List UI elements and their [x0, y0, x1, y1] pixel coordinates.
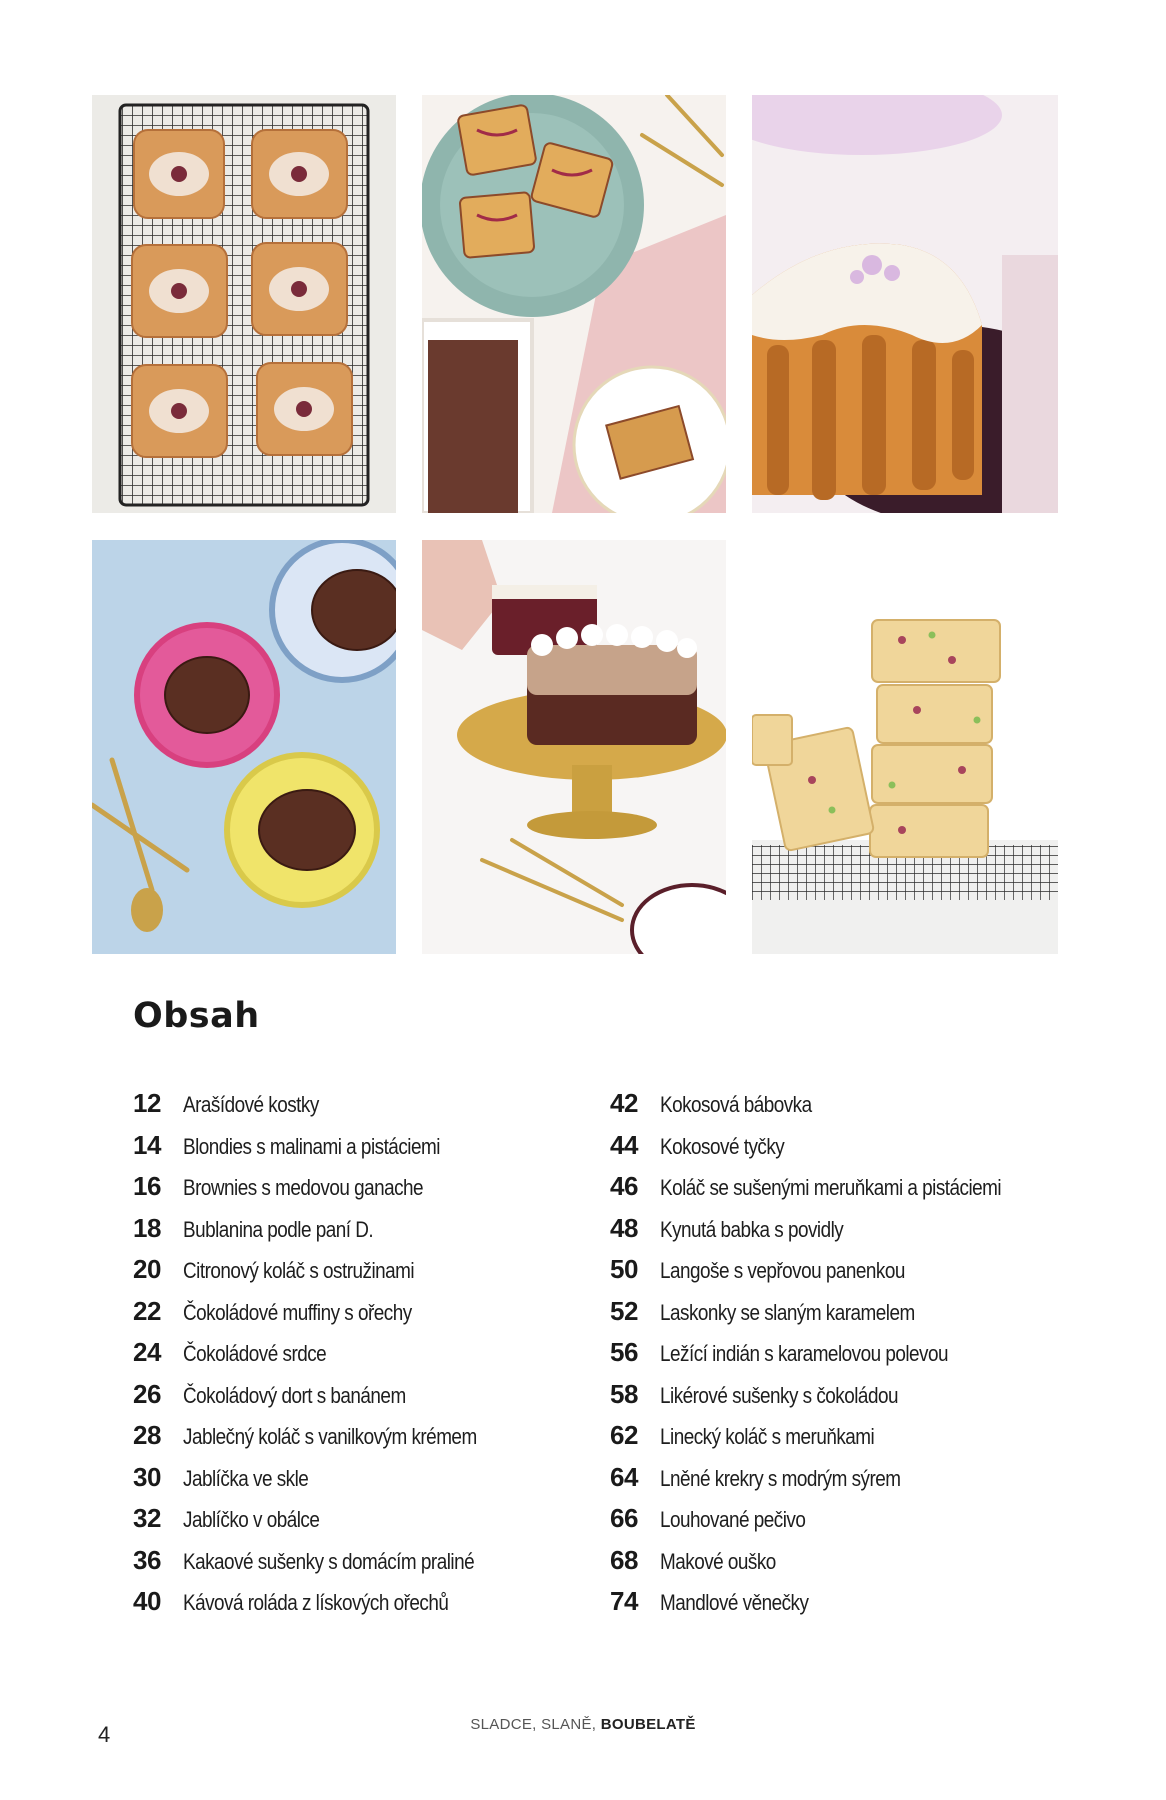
toc-page-number: 18	[133, 1212, 161, 1243]
toc-page-number: 62	[610, 1420, 638, 1450]
toc-entry	[133, 1088, 613, 1130]
toc-entry	[610, 1337, 1090, 1379]
toc-entry	[610, 1545, 1090, 1587]
toc-entry	[610, 1213, 1090, 1255]
photo-rolls-colorful-plates	[92, 540, 396, 954]
toc-recipe-title: Bublanina podle paní D.	[183, 1216, 374, 1242]
toc-entry	[133, 1545, 613, 1587]
toc-page-number: 16	[133, 1171, 161, 1201]
toc-entry	[610, 1503, 1090, 1545]
toc-recipe-title: Langoše s vepřovou panenkou	[660, 1258, 905, 1283]
toc-recipe-title: Jablečný koláč s vanilkovým krémem	[183, 1424, 477, 1449]
toc-entry	[133, 1503, 613, 1545]
toc-recipe-title: Čokoládové srdce	[183, 1341, 327, 1366]
page-number: 4	[98, 1722, 111, 1747]
toc-page-number: 58	[610, 1378, 638, 1409]
toc-entry	[610, 1586, 1090, 1628]
toc-recipe-title: Jablíčko v obálce	[183, 1507, 320, 1532]
toc-entry	[610, 1462, 1090, 1504]
toc-recipe-title: Lněné krekry s modrým sýrem	[660, 1465, 901, 1491]
toc-recipe-title: Laskonky se slaným karamelem	[660, 1299, 915, 1325]
toc-page-number: 32	[133, 1503, 161, 1533]
toc-entry	[610, 1379, 1090, 1421]
toc-entry	[133, 1213, 613, 1255]
toc-entry	[610, 1130, 1090, 1172]
footer-text-bold: BOUBELATĚ	[600, 1716, 696, 1733]
toc-entry	[610, 1296, 1090, 1338]
toc-recipe-title: Čokoládové muffiny s ořechy	[183, 1299, 412, 1325]
toc-entry	[610, 1088, 1090, 1130]
toc-entry	[133, 1130, 613, 1172]
toc-column-left	[133, 1088, 613, 1628]
toc-recipe-title: Kakaové sušenky s domácím praliné	[183, 1548, 475, 1574]
toc-page-number: 46	[610, 1171, 638, 1201]
book-title-footer	[0, 1716, 1166, 1733]
toc-entry	[133, 1337, 613, 1379]
photo-bundt-cake	[752, 95, 1058, 513]
toc-recipe-title: Louhované pečivo	[660, 1507, 806, 1532]
toc-entry	[610, 1420, 1090, 1462]
toc-page-number: 42	[610, 1088, 638, 1118]
toc-page-number: 64	[610, 1461, 638, 1492]
toc-column-right	[610, 1088, 1090, 1628]
toc-recipe-title: Likérové sušenky s čokoládou	[660, 1382, 898, 1408]
toc-page-number: 52	[610, 1295, 638, 1326]
toc-recipe-title: Brownies s medovou ganache	[183, 1175, 424, 1200]
photo-pastries-on-rack	[92, 95, 396, 513]
toc-entry	[133, 1296, 613, 1338]
toc-page-number: 56	[610, 1337, 638, 1367]
toc-page-number: 68	[610, 1544, 638, 1575]
toc-recipe-title: Citronový koláč s ostružinami	[183, 1258, 415, 1283]
toc-page-number: 66	[610, 1503, 638, 1533]
toc-entry	[133, 1420, 613, 1462]
toc-page-number: 36	[133, 1544, 161, 1575]
toc-page-number: 14	[133, 1129, 161, 1160]
toc-recipe-title: Čokoládový dort s banánem	[183, 1382, 406, 1408]
toc-recipe-title: Kokosová bábovka	[660, 1092, 812, 1117]
toc-entry	[133, 1379, 613, 1421]
toc-recipe-title: Koláč se sušenými meruňkami a pistáciemi	[660, 1175, 1002, 1200]
toc-entry	[133, 1171, 613, 1213]
toc-recipe-title: Makové ouško	[660, 1548, 776, 1574]
toc-page-number: 22	[133, 1295, 161, 1326]
page-title: Obsah	[133, 996, 260, 1036]
toc-page-number: 24	[133, 1337, 161, 1367]
toc-page-number: 28	[133, 1420, 161, 1450]
toc-recipe-title: Kávová roláda z lískových ořechů	[183, 1590, 449, 1615]
toc-recipe-title: Ležící indián s karamelovou polevou	[660, 1341, 949, 1366]
toc-page-number: 74	[610, 1586, 638, 1616]
toc-recipe-title: Mandlové věnečky	[660, 1590, 809, 1615]
toc-page-number: 20	[133, 1254, 161, 1284]
toc-entry	[133, 1586, 613, 1628]
toc-entry	[133, 1462, 613, 1504]
toc-page-number: 26	[133, 1378, 161, 1409]
footer-text-regular: SLADCE, SLANĚ,	[470, 1716, 601, 1733]
toc-recipe-title: Kynutá babka s povidly	[660, 1216, 844, 1242]
toc-recipe-title: Arašídové kostky	[183, 1092, 319, 1117]
toc-page-number: 12	[133, 1088, 161, 1118]
toc-entry	[610, 1254, 1090, 1296]
toc-page-number: 44	[610, 1129, 638, 1160]
toc-page-number: 40	[133, 1586, 161, 1616]
toc-page-number: 30	[133, 1461, 161, 1492]
photo-blondies-plate	[422, 95, 726, 513]
toc-entry	[610, 1171, 1090, 1213]
toc-page-number: 50	[610, 1254, 638, 1284]
toc-page-number: 48	[610, 1212, 638, 1243]
toc-recipe-title: Kokosové tyčky	[660, 1133, 785, 1159]
photo-stacked-bars	[752, 540, 1058, 954]
toc-recipe-title: Linecký koláč s meruňkami	[660, 1424, 875, 1449]
photo-cake-on-stand	[422, 540, 726, 954]
toc-entry	[133, 1254, 613, 1296]
toc-recipe-title: Jablíčka ve skle	[183, 1465, 309, 1491]
toc-recipe-title: Blondies s malinami a pistáciemi	[183, 1133, 440, 1159]
